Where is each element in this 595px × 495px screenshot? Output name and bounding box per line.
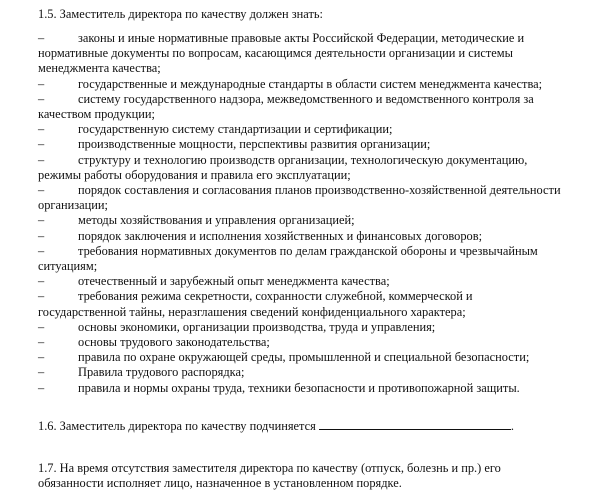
list-dash: – (38, 91, 45, 106)
list-item-text: производственные мощности, перспективы развития организации; (78, 137, 431, 152)
list-item-text: Правила трудового распорядка; (78, 365, 245, 380)
list-item-continuation: государственной тайны, неразглашения сведений конфиденциального характера; (38, 304, 466, 319)
list-item-continuation: нормативные документы по вопросам, касающимся деятельности организации и системы (38, 46, 513, 61)
list-item-text: основы экономики, организации производства, труда и управления; (78, 319, 436, 334)
list-dash: – (38, 122, 45, 137)
section-1-7-line-1: 1.7. На время отсутствия заместителя директора по качеству (отпуск, болезнь и пр.) его (38, 461, 501, 475)
list-dash: – (38, 76, 45, 91)
section-1-6-end: . (510, 419, 514, 433)
list-dash: – (38, 213, 45, 228)
list-dash: – (38, 152, 45, 167)
list-item-text: порядок заключения и исполнения хозяйственных и финансовых договоров; (78, 228, 483, 243)
section-1-7-line-2: обязанности исполняет лицо, назначенное в установленном порядке. (38, 476, 402, 490)
list-item-text: государственные и международные стандарты в области систем менеджмента качества; (78, 76, 543, 91)
list-dash: – (38, 31, 45, 45)
section-1-6 (38, 418, 514, 433)
list-item-text: структуру и технологию производств организации, технологическую документацию, (78, 152, 528, 167)
list-item-continuation: организации; (38, 198, 108, 213)
list-item-continuation: ситуациям; (38, 259, 98, 273)
list-item-text: методы хозяйствования и управления организацией; (78, 213, 355, 228)
list-item-text: систему государственного надзора, межведомственного и ведомственного контроля за (78, 91, 534, 106)
list-item-text: порядок составления и согласования планов производственно-хозяйственной деятельности (78, 183, 561, 197)
list-item-text: основы трудового законодательства; (78, 335, 270, 349)
list-dash: – (38, 365, 45, 380)
section-1-6-text: 1.6. Заместитель директора по качеству подчиняется (38, 419, 316, 433)
list-item-continuation: режимы работы оборудования и правила его эксплуатации; (38, 167, 351, 182)
list-dash: – (38, 137, 45, 152)
section-1-5-heading: 1.5. Заместитель директора по качеству должен знать: (38, 7, 323, 21)
list-item-text: законы и иные нормативные правовые акты Российской Федерации, методические и (78, 31, 525, 45)
list-item-continuation: качеством продукции; (38, 107, 155, 121)
list-dash: – (38, 228, 45, 243)
list-dash: – (38, 183, 45, 197)
list-dash: – (38, 319, 45, 334)
list-dash: – (38, 350, 45, 365)
list-dash: – (38, 289, 45, 304)
list-item-text: государственную систему стандартизации и сертификации; (78, 122, 393, 137)
list-item-text: правила по охране окружающей среды, промышленной и специальной безопасности; (78, 350, 530, 365)
list-item-text: правила и нормы охраны труда, техники безопасности и противопожарной защиты. (78, 380, 520, 395)
list-dash: – (38, 380, 45, 395)
list-dash: – (38, 274, 45, 289)
list-item-text: требования режима секретности, сохранности служебной, коммерческой и (78, 289, 473, 304)
supervisor-blank-line (319, 418, 511, 430)
list-item-continuation: менеджмента качества; (38, 61, 161, 76)
list-item-text: отечественный и зарубежный опыт менеджмента качества; (78, 274, 390, 289)
list-item-text: требования нормативных документов по делам гражданской обороны и чрезвычайным (78, 243, 538, 258)
list-dash: – (38, 243, 45, 258)
list-dash: – (38, 335, 45, 349)
